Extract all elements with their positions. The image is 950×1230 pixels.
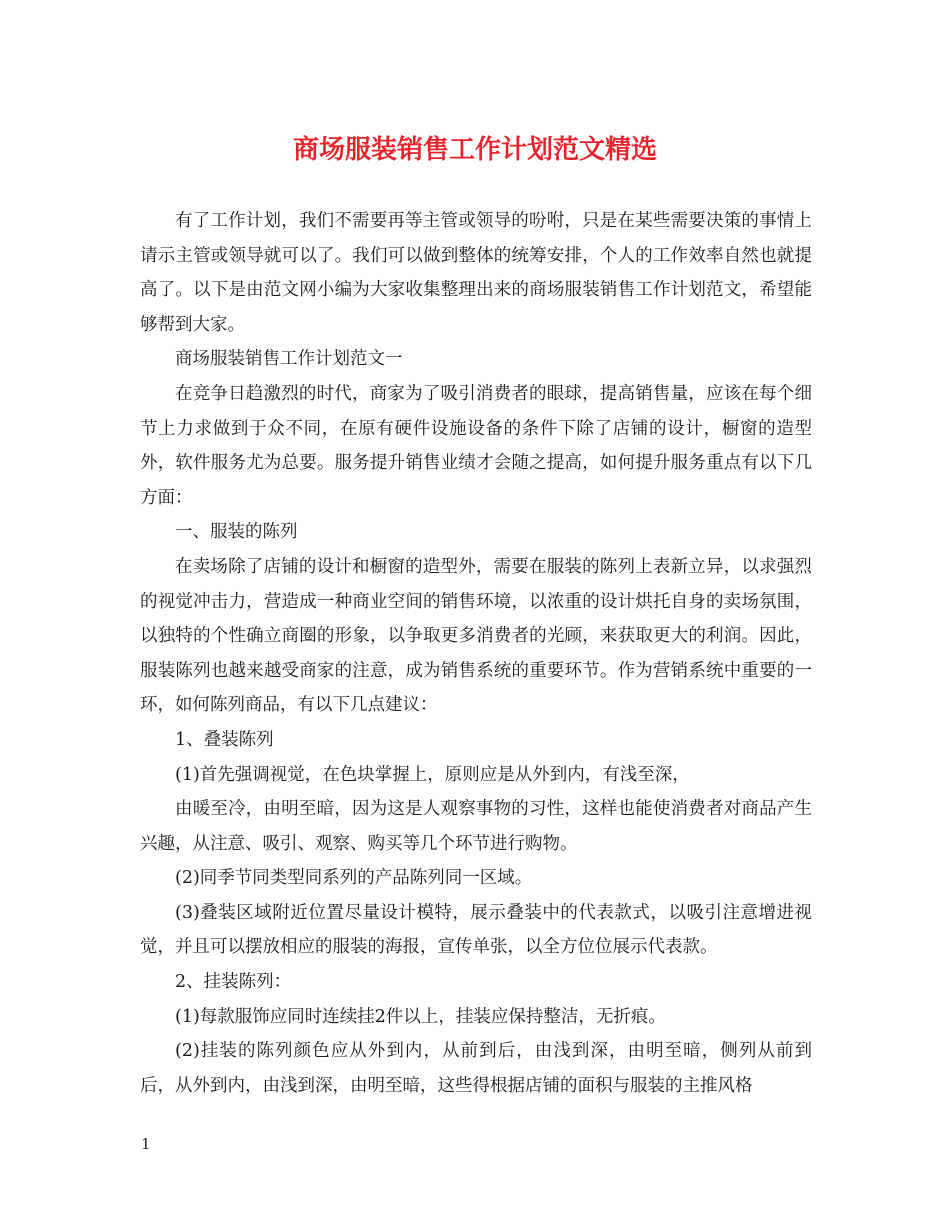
subsection-heading-hanging: 2、挂装陈列：: [175, 972, 292, 993]
paragraph-competition: 在竞争日趋激烈的时代，商家为了吸引消费者的眼球，提高销售量，应该在每个细节上力求做到于众不同，在原有硬件设施设备的条件下除了店铺的设计，橱窗的造型外，软件服务尤为总要。服务提升销售业绩才会随之提高，如何提升服务重点有以下几方面：: [140, 383, 812, 508]
subsection-heading-folded: 1、叠装陈列: [175, 729, 274, 750]
section-heading-display: 一、服装的陈列: [175, 522, 298, 543]
paragraph-display: 在卖场除了店铺的设计和橱窗的造型外，需要在服装的陈列上表新立异，以求强烈的视觉冲击力，营造成一种商业空间的销售环境，以浓重的设计烘托自身的卖场氛围，以独特的个性确立商圈的形象，以争取更多消费者的光顾，来获取更大的利润。因此，服装陈列也越来越受商家的注意，成为销售系统的重要环节。作为营销系统中重要的一环，如何陈列商品，有以下几点建议：: [140, 556, 812, 716]
list-item-folded-2: (2)同季节同类型同系列的产品陈列同一区域。: [175, 868, 533, 889]
list-item-hanging-1: (1)每款服饰应同时连续挂2件以上，挂装应保持整洁，无折痕。: [175, 1006, 666, 1027]
paragraph-intro: 有了工作计划，我们不需要再等主管或领导的吩咐，只是在某些需要决策的事情上请示主管或领导就可以了。我们可以做到整体的统筹安排，个人的工作效率自然也就提高了。以下是由范文网小编为大家收集整理出来的商场服装销售工作计划范文，希望能够帮到大家。: [140, 211, 812, 335]
paragraph-subheading: 商场服装销售工作计划范文一: [175, 349, 403, 370]
list-item-folded-1-continued: 由暖至冷，由明至暗，因为这是人观察事物的习性，这样也能使消费者对商品产生兴趣，从注意、吸引、观察、购买等几个环节进行购物。: [140, 799, 812, 854]
list-item-folded-1: (1)首先强调视觉，在色块掌握上，原则应是从外到内，有浅至深，: [175, 764, 690, 785]
page-title: 商场服装销售工作计划范文精选: [292, 135, 657, 165]
document-body: [140, 204, 812, 1103]
list-item-folded-3: (3)叠装区域附近位置尽量设计模特，展示叠装中的代表款式，以吸引注意增进视觉，并且可以摆放相应的服装的海报，宣传单张，以全方位位展示代表款。: [140, 902, 812, 958]
page-number: 1: [141, 1135, 151, 1153]
list-item-hanging-2: (2)挂装的陈列颜色应从外到内，从前到后，由浅到深，由明至暗，侧列从前到后，从外到内，由浅到深，由明至暗，这些得根据店铺的面积与服装的主推风格: [140, 1041, 812, 1096]
